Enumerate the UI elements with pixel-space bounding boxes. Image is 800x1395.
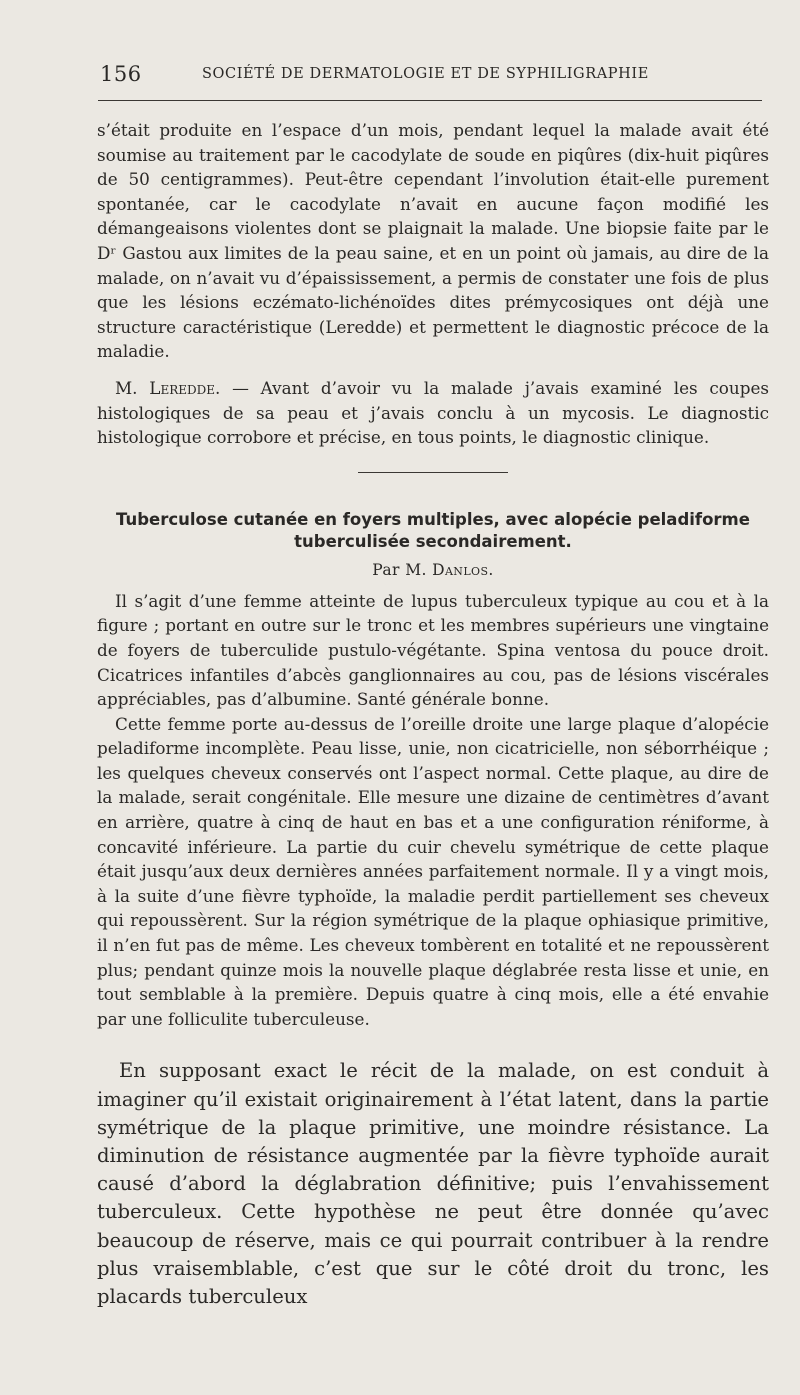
running-title: SOCIÉTÉ DE DERMATOLOGIE ET DE SYPHILIGRAPHIE [202, 66, 649, 82]
paragraph-spacer [97, 1031, 769, 1057]
section-divider-rule [358, 472, 508, 473]
paragraph-spacer [97, 364, 769, 376]
speaker-remark: — Avant d’avoir vu la malade j’avais examiné les coupes histologiques de sa peau et j’avais conclu à un mycosis. Le diagnostic histologique corrobore et précise, en tous points, le diagnostic clinique. [97, 377, 769, 448]
paragraph-leredde-remark [97, 376, 769, 450]
section-title: Tuberculose cutanée en foyers multiples, avec alopécie peladiforme tuberculisée secondairement. [116, 509, 750, 551]
page-number: 156 [100, 62, 142, 86]
page-body [97, 118, 769, 1311]
header-rule [98, 100, 762, 101]
byline-prefix: Par M. [372, 560, 433, 579]
paragraph-case-description: Il s’agit d’une femme atteinte de lupus tuberculeux typique au cou et à la figure ; portant en outre sur le tronc et les membres supérieurs une vingtaine de foyers de tuberculide pustulo-végétante. Spina ventosa du pouce droit. Cicatrices infantiles d’abcès ganglionnaires au cou, pas de lésions viscérales appréciables, pas d’albumine. Santé générale bonne. [97, 590, 769, 710]
paragraph-continuation: s’était produite en l’espace d’un mois, pendant lequel la malade avait été soumise au traitement par le cacodylate de soude en piqûres (dix-huit piqûres de 50 centigrammes). Peut-être cependant l’involution était-elle purement spontanée, car le cacodylate n’avait en aucune façon modifié les démangeaisons violentes dont se plaignait la malade. Une biopsie faite par le Dʳ Gastou aux limites de la peau saine, et en un point où jamais, au dire de la malade, on n’avait vu d’épaississement, a permis de constater une fois de plus que les lésions eczémato-lichénoïdes dites prémycosiques ont déjà une structure caractéristique (Leredde) et permettent le diagnostic précoce de la maladie. [97, 120, 769, 362]
paragraph-hypothesis: En supposant exact le récit de la malade, on est conduit à imaginer qu’il existait originairement à l’état latent, dans la partie symétrique de la plaque primitive, une moindre résistance. La diminution de résistance augmentée par la fièvre typhoïde aurait causé d’abord la déglabration définitive; puis l’envahissement tuberculeux. Cette hypothèse ne peut être donnée qu’avec beaucoup de réserve, mais ce qui pourrait contribuer à la rendre plus vraisemblable, c’est que sur le côté droit du tronc, les placards tuberculeux [97, 1059, 769, 1309]
paragraph-spacer [97, 581, 769, 589]
speaker-name: M. Leredde. [115, 377, 221, 398]
byline-author: Danlos. [432, 560, 494, 579]
paragraph-alopecia-description: Cette femme porte au-dessus de l’oreille droite une large plaque d’alopécie peladiforme incomplète. Peau lisse, unie, non cicatricielle, non séborrhéique ; les quelques cheveux conservés ont l’aspect normal. Cette plaque, au dire de la malade, serait congénitale. Elle mesure une dizaine de centimètres d’avant en arrière, quatre à cinq de haut en bas et a une configuration réniforme, à concavité inférieure. La partie du cuir chevelu symétrique de cette plaque était jusqu’aux deux dernières années parfaitement normale. Il y a vingt mois, à la suite d’une fièvre typhoïde, la maladie perdit partiellement ses cheveux qui repoussèrent. Sur la région symétrique de la plaque ophiasique primitive, il n’en fut pas de même. Les cheveux tombèrent en totalité et ne repoussèrent plus; pendant quinze mois la nouvelle plaque déglabrée resta lisse et unie, en tout semblable à la première. Depuis quatre à cinq mois, elle a été envahie par une folliculite tuberculeuse. [97, 713, 769, 1029]
section-byline [97, 559, 769, 581]
running-head [100, 62, 740, 90]
